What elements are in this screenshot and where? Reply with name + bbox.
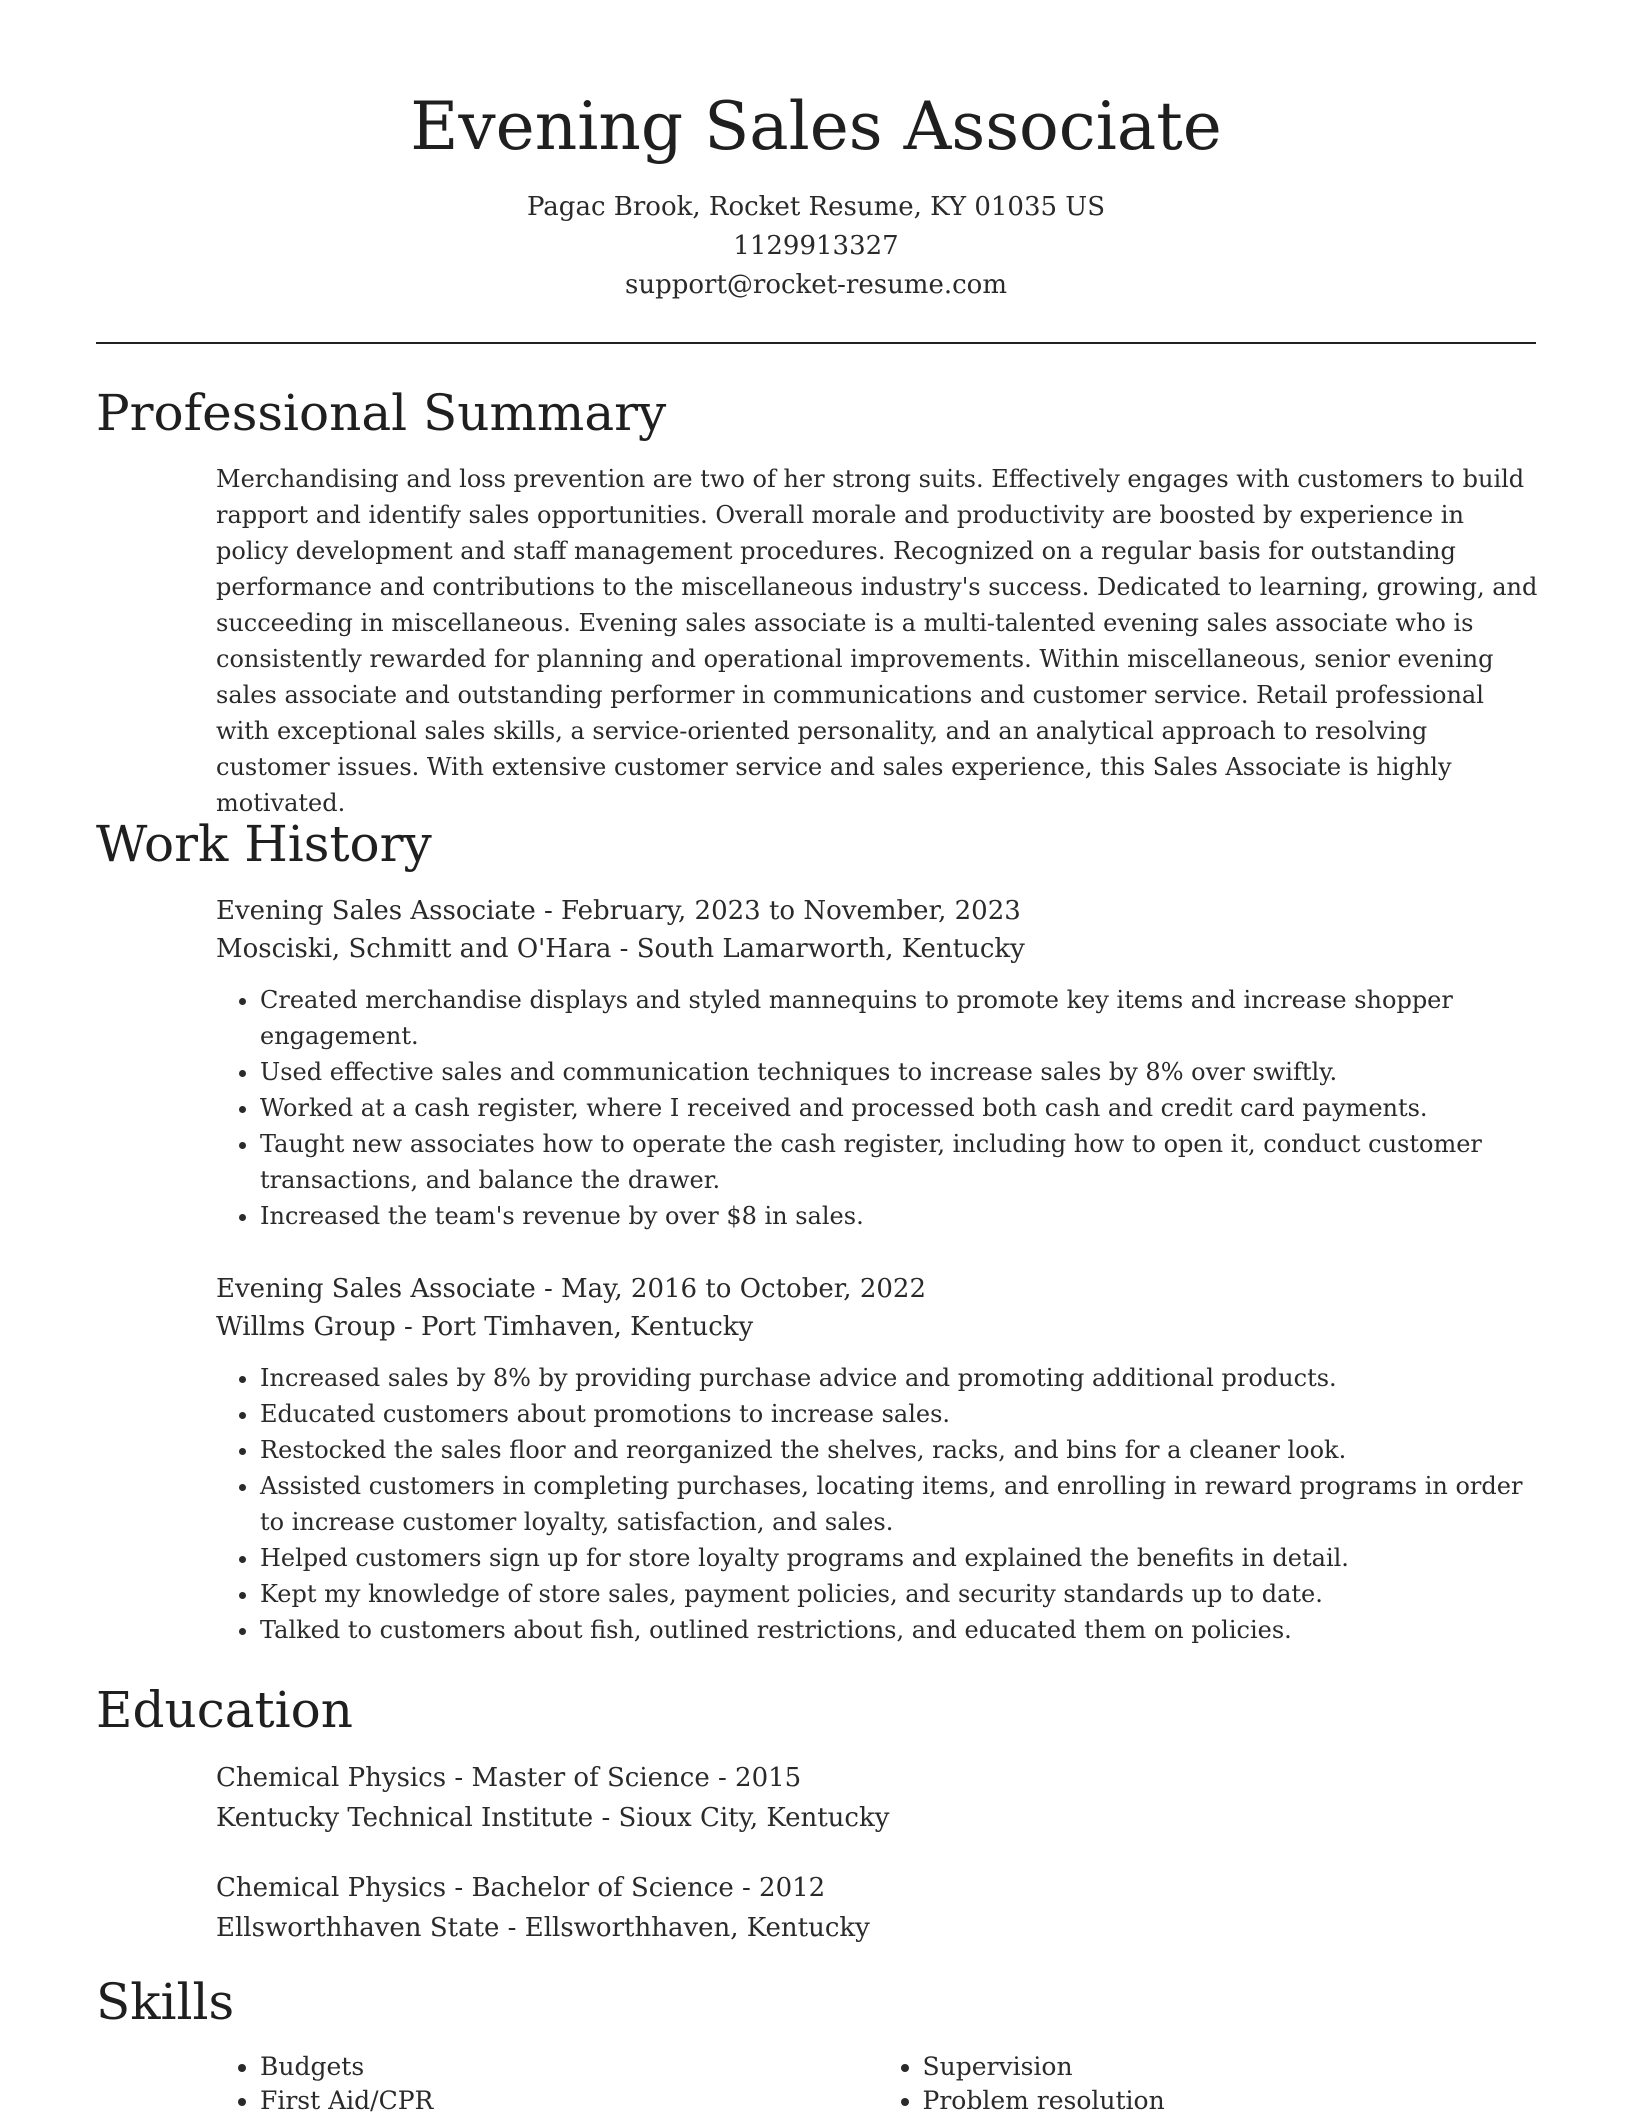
job-title-line: Evening Sales Associate - May, 2016 to October, 2022 bbox=[216, 1274, 926, 1304]
job-title-line: Evening Sales Associate - February, 2023 to November, 2023 bbox=[216, 896, 1021, 926]
list-item: • Taught new associates how to operate the cash register, including how to open it, conduct customer transactions, and balance the drawer. bbox=[260, 1126, 1541, 1198]
job-entry bbox=[216, 892, 1541, 1234]
list-item: • Assisted customers in completing purchases, locating items, and enrolling in reward programs in order to increase customer loyalty, satisfaction, and sales. bbox=[260, 1468, 1541, 1540]
job-org-line: Mosciski, Schmitt and O'Hara - South Lamarworth, Kentucky bbox=[216, 934, 1025, 964]
degree-line: Chemical Physics - Bachelor of Science - 2012 bbox=[216, 1873, 826, 1903]
address: Pagac Brook, Rocket Resume, KY 01035 US bbox=[526, 192, 1106, 222]
header-divider bbox=[96, 342, 1536, 344]
job-bullets bbox=[216, 982, 1541, 1234]
list-item: • Worked at a cash register, where I received and processed both cash and credit card payments. bbox=[260, 1090, 1541, 1126]
list-item: • Helped customers sign up for store loyalty programs and explained the benefits in detail. bbox=[260, 1540, 1541, 1576]
list-item: • Kept my knowledge of store sales, payment policies, and security standards up to date. bbox=[260, 1576, 1541, 1612]
list-item: • Created merchandise displays and styled mannequins to promote key items and increase shopper engagement. bbox=[260, 982, 1541, 1054]
resume-header bbox=[0, 84, 1632, 305]
phone: 1129913327 bbox=[733, 231, 899, 261]
education-entry bbox=[216, 1868, 1541, 1948]
list-item: • Supervision bbox=[923, 2050, 1542, 2084]
school-line: Kentucky Technical Institute - Sioux City, Kentucky bbox=[216, 1803, 890, 1833]
summary-text: Merchandising and loss prevention are two of her strong suits. Effectively engages with customers to build rapport and identify sales opportunities. Overall morale and productivity are boosted by experience in policy development and staff management procedures. Recognized on a regular basis for outstanding performance and contributions to the miscellaneous industry's success. Dedicated to learning, growing, and succeeding in miscellaneous. Evening sales associate is a multi-talented evening sales associate who is consistently rewarded for planning and operational improvements. Within miscellaneous, senior evening sales associate and outstanding performer in communications and customer service. Retail professional with exceptional sales skills, a service-oriented personality, and an analytical approach to resolving customer issues. With extensive customer service and sales experience, this Sales Associate is highly motivated. bbox=[216, 465, 1538, 817]
list-item: • Restocked the sales floor and reorganized the shelves, racks, and bins for a cleaner look. bbox=[260, 1432, 1541, 1468]
section-title-education: Education bbox=[96, 1681, 353, 1739]
list-item: • Budgets bbox=[260, 2050, 879, 2084]
contact-info bbox=[0, 188, 1632, 305]
list-item: • Increased sales by 8% by providing purchase advice and promoting additional products. bbox=[260, 1360, 1541, 1396]
summary-block bbox=[216, 461, 1541, 821]
section-title-skills: Skills bbox=[96, 1973, 235, 2031]
school-line: Ellsworthhaven State - Ellsworthhaven, Kentucky bbox=[216, 1913, 870, 1943]
degree-line: Chemical Physics - Master of Science - 2015 bbox=[216, 1763, 802, 1793]
skills-column-left bbox=[216, 2050, 879, 2118]
job-bullets bbox=[216, 1360, 1541, 1648]
section-title-work-history: Work History bbox=[96, 815, 432, 873]
list-item: • Talked to customers about fish, outlined restrictions, and educated them on policies. bbox=[260, 1612, 1541, 1648]
list-item: • First Aid/CPR bbox=[260, 2084, 879, 2118]
job-org-line: Willms Group - Port Timhaven, Kentucky bbox=[216, 1312, 754, 1342]
candidate-name: Evening Sales Associate bbox=[410, 88, 1222, 165]
email: support@rocket-resume.com bbox=[624, 270, 1007, 300]
list-item: • Used effective sales and communication techniques to increase sales by 8% over swiftly. bbox=[260, 1054, 1541, 1090]
skills-list bbox=[216, 2050, 1541, 2118]
education-entry bbox=[216, 1758, 1541, 1838]
section-title-summary: Professional Summary bbox=[96, 384, 667, 442]
list-item: • Increased the team's revenue by over $8 in sales. bbox=[260, 1198, 1541, 1234]
list-item: • Problem resolution bbox=[923, 2084, 1542, 2118]
skills-column-right bbox=[879, 2050, 1542, 2118]
job-entry bbox=[216, 1270, 1541, 1648]
list-item: • Educated customers about promotions to increase sales. bbox=[260, 1396, 1541, 1432]
